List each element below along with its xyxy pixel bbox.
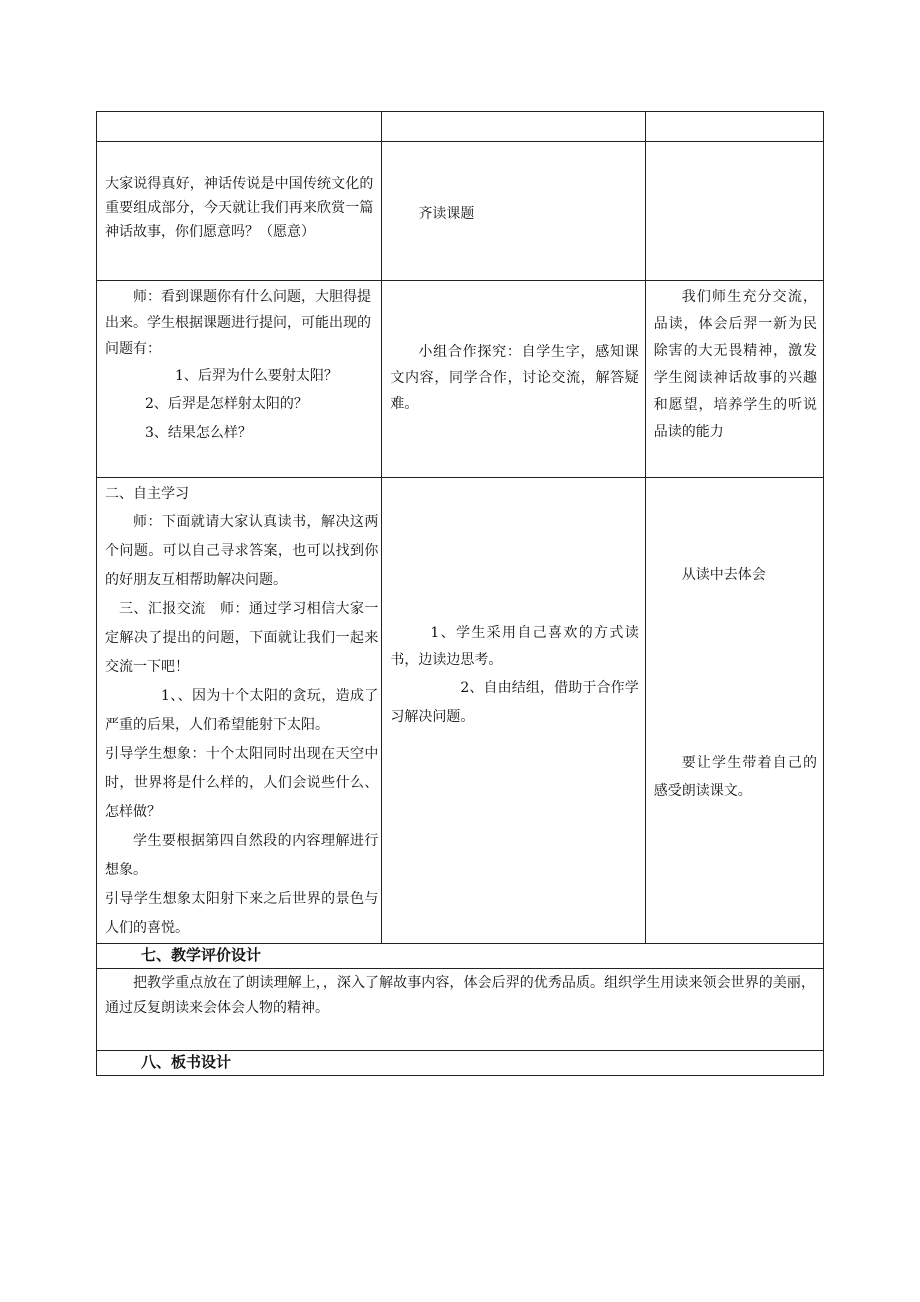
reason-para: 1、、因为十个太阳的贪玩，造成了严重的后果，人们希望能射下太阳。 — [105, 688, 379, 733]
intro-teacher-text: 大家说得真好，神话传说是中国传统文化的重要组成部分，今天就让我们再来欣赏一篇神话故事，你们愿意吗？（愿意） — [105, 176, 374, 240]
self-study-row — [97, 478, 824, 944]
self-study-teacher-cell — [97, 478, 382, 944]
section7-title: 七、教学评价设计 — [141, 946, 262, 964]
imagine-para-1: 引导学生想象：十个太阳同时出现在天空中时，世界将是什么样的，人们会说些什么、怎样做？ — [105, 746, 379, 820]
question-item-2: 2、后羿是怎样射太阳的？ — [145, 396, 308, 412]
questions-student-text: 小组合作探究：自学生字，感知课文内容，同学合作，讨论交流，解答疑难。 — [390, 344, 639, 412]
intro-row — [97, 142, 824, 281]
question-item-1: 1、后羿为什么要射太阳？ — [175, 368, 338, 384]
blank-cell — [382, 112, 645, 142]
intent-read-aloud: 要让学生带着自己的感受朗读课文。 — [653, 755, 817, 799]
intro-teacher-cell — [97, 142, 382, 281]
section7-content: 把教学重点放在了朗读理解上，，深入了解故事内容，体会后羿的优秀品质。组织学生用读来领会世界的美丽，通过反复朗读来会体会人物的精神。 — [105, 975, 815, 1016]
intro-student-text: 齐读课题 — [418, 206, 475, 222]
report-para: 三、汇报交流 师：通过学习相信大家一定解决了提出的问题，下面就让我们一起来交流一下吧！ — [105, 601, 379, 675]
intent-read-experience: 从读中去体会 — [681, 567, 766, 583]
student-activity-2: 2、自由结组，借助于合作学习解决问题。 — [390, 680, 639, 725]
section7-content-row — [97, 969, 824, 1051]
intro-intent-cell — [645, 142, 823, 281]
section7-title-row — [97, 944, 824, 969]
student-activity-1: 1、学生采用自己喜欢的方式读书，边读边思考。 — [390, 625, 639, 668]
section7-title-cell — [97, 944, 824, 969]
section8-title-row — [97, 1051, 824, 1076]
self-study-heading: 二、自主学习 — [105, 486, 189, 502]
blank-cell — [97, 112, 382, 142]
paragraph-four-para: 学生要根据第四自然段的内容理解进行想象。 — [105, 833, 379, 878]
lesson-plan-table — [96, 111, 824, 1076]
self-study-para-1: 师：下面就请大家认真读书，解决这两个问题。可以自己寻求答案，也可以找到你的好朋友互相帮助解决问题。 — [105, 514, 379, 588]
blank-cell — [645, 112, 823, 142]
section7-content-cell — [97, 969, 824, 1051]
questions-lead-text: 师：看到课题你有什么问题，大胆得提出来。学生根据课题进行提问，可能出现的问题有： — [105, 289, 371, 357]
intro-student-cell — [382, 142, 645, 281]
section8-title: 八、板书设计 — [141, 1053, 232, 1071]
questions-student-cell — [382, 281, 645, 478]
question-item-3: 3、结果怎么样？ — [145, 425, 252, 441]
imagine-para-2: 引导学生想象太阳射下来之后世界的景色与人们的喜悦。 — [105, 891, 379, 936]
questions-teacher-cell — [97, 281, 382, 478]
blank-header-row — [97, 112, 824, 142]
section8-title-cell — [97, 1051, 824, 1076]
self-study-student-cell — [382, 478, 645, 944]
questions-intent-cell — [645, 281, 823, 478]
self-study-intent-cell — [645, 478, 823, 944]
questions-row — [97, 281, 824, 478]
questions-intent-text: 我们师生充分交流，品读，体会后羿一新为民除害的大无畏精神，激发学生阅读神话故事的兴趣和愿望，培养学生的听说品读的能力 — [653, 289, 817, 440]
